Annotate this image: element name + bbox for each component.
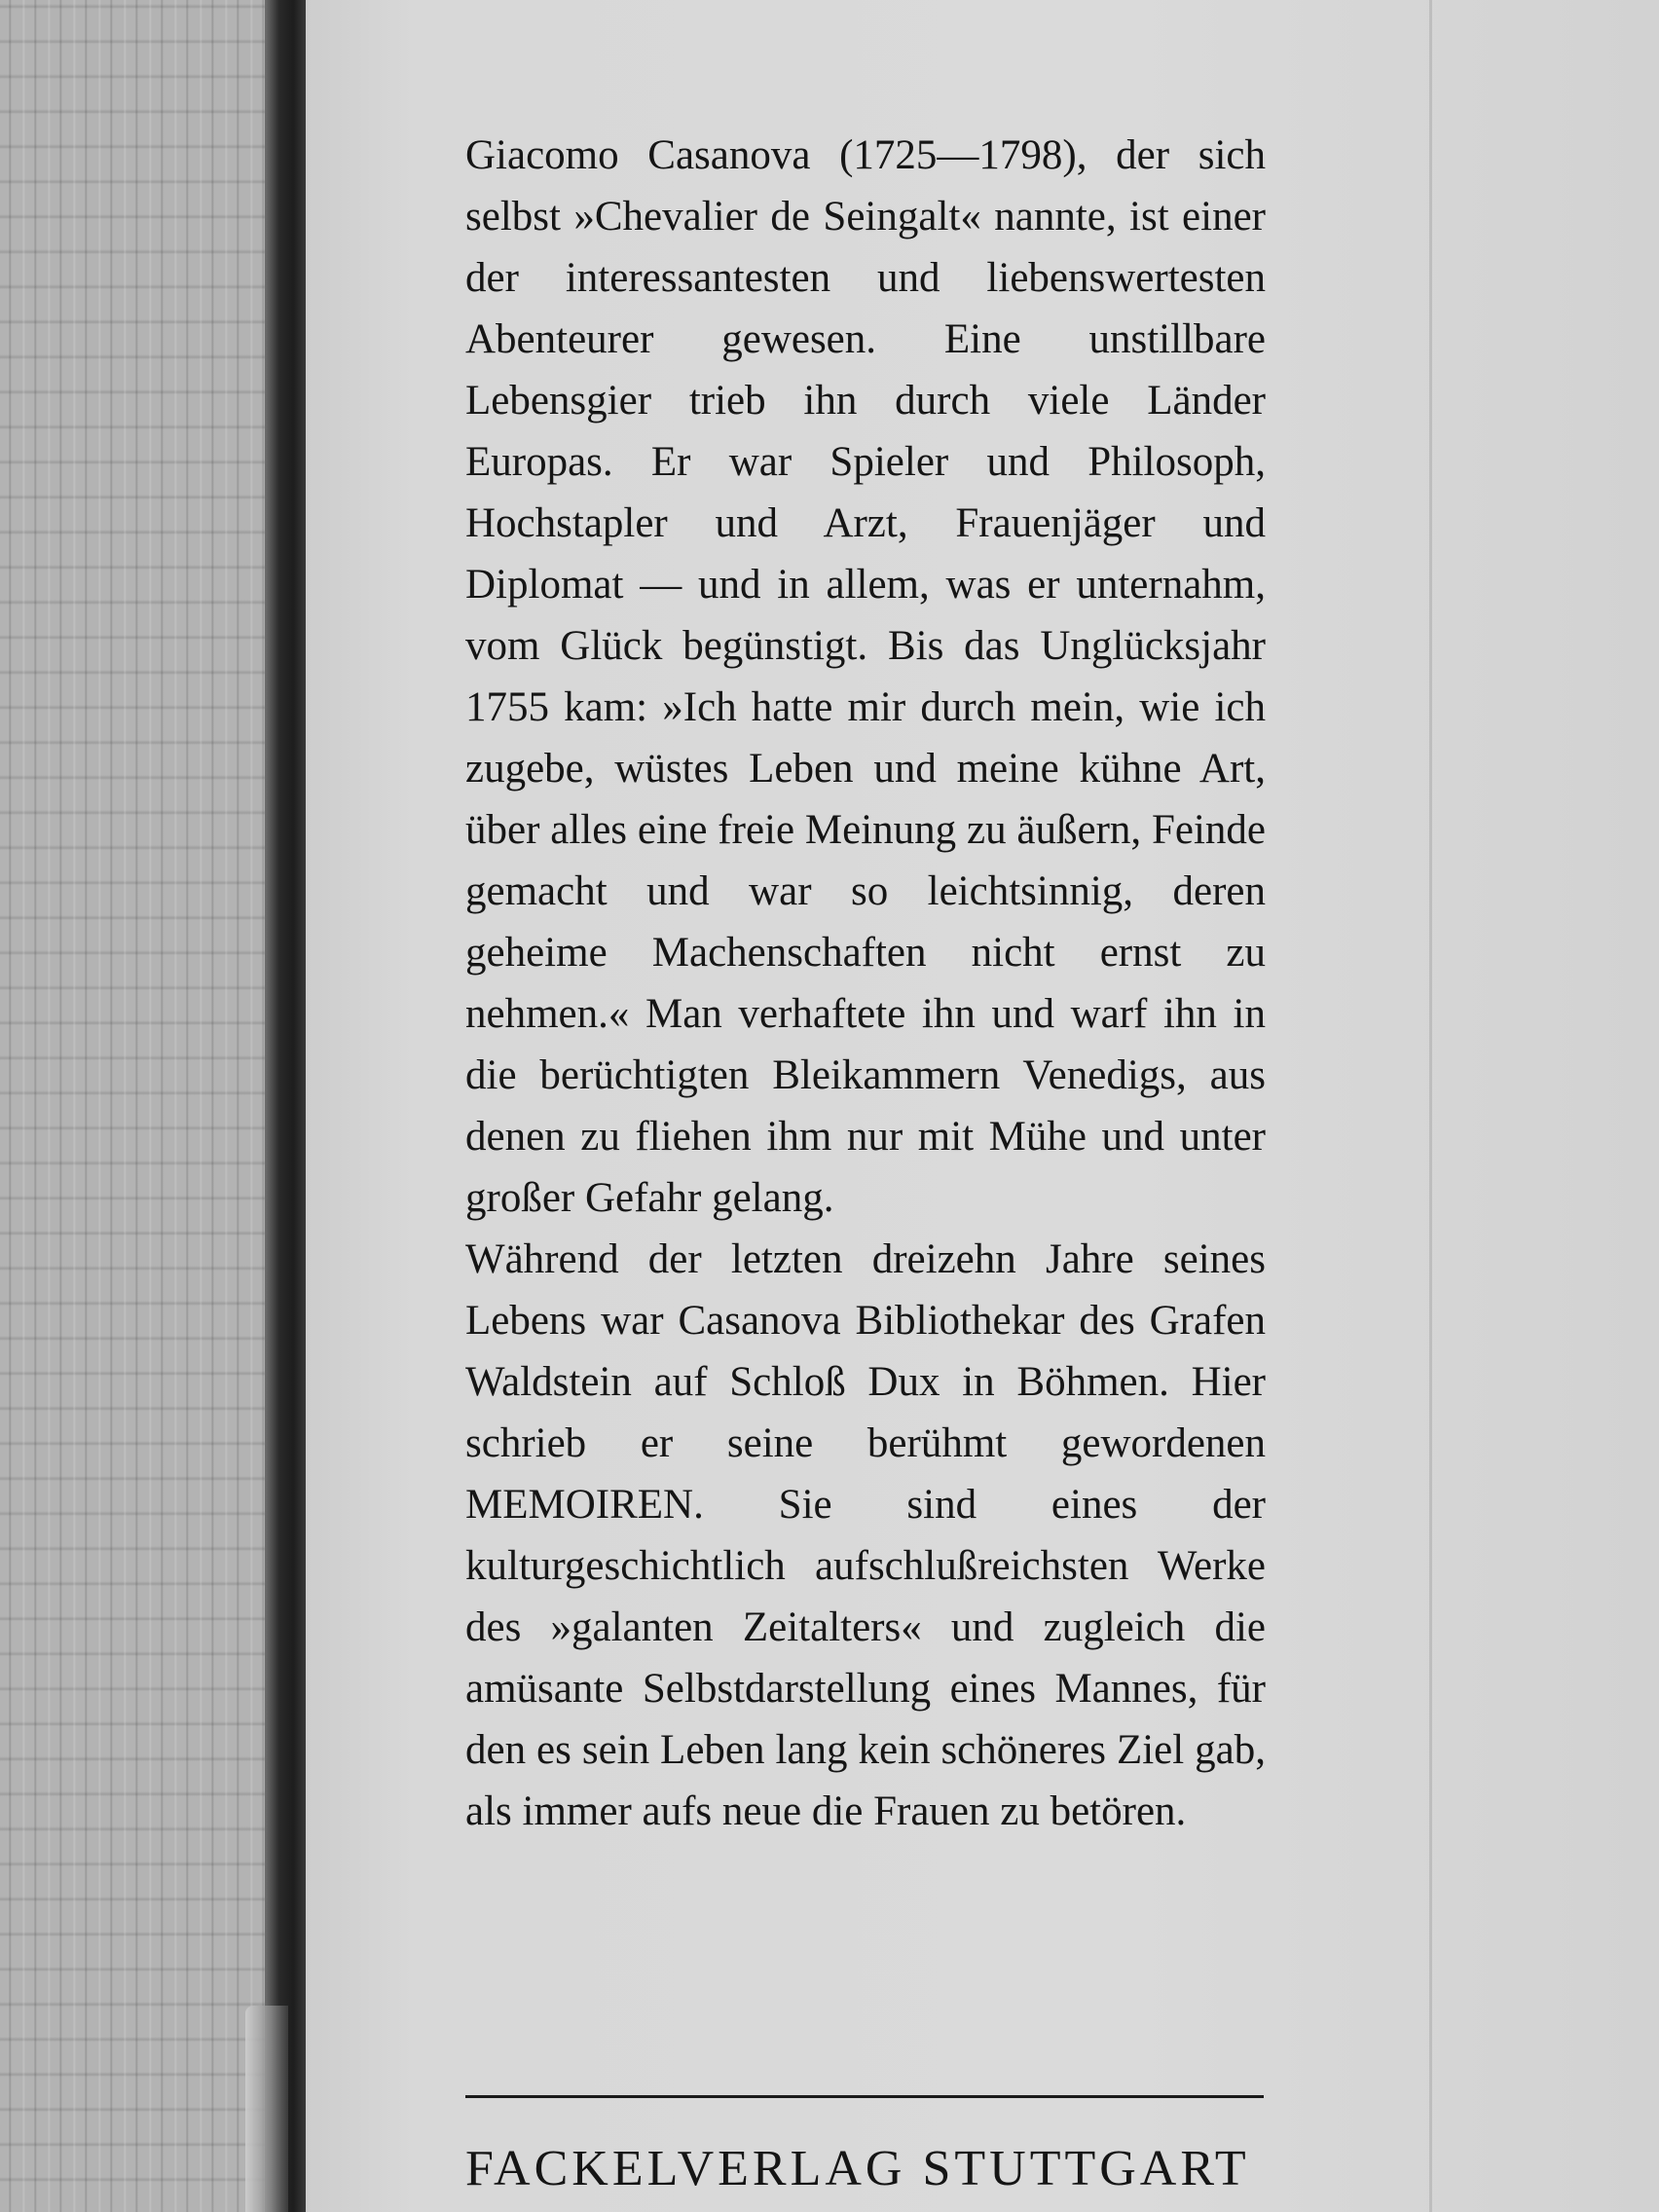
background-fabric: [0, 0, 277, 2212]
blurb-paragraph-1: Giacomo Casanova (1725—1798), der sich selbst »Chevalier de Seingalt« nannte, ist einer der interessantesten und liebenswertesten Abenteurer gewesen. Eine unstillbare Lebensgier trieb ihn durch viele Länder Europas. Er war Spieler und Philosoph, Hochstapler und Arzt, Frauenjäger und Diplomat — und in allem, was er unternahm, vom Glück begünstigt. Bis das Unglücksjahr 1755 kam: »Ich hatte mir durch mein, wie ich zugebe, wüstes Leben und meine kühne Art, über alles eine freie Meinung zu äußern, Feinde gemacht und war so leichtsinnig, deren geheime Machenschaften nicht ernst zu nehmen.« Man verhaftete ihn und warf ihn in die berüchtigten Bleikammern Venedigs, aus denen zu fliehen ihm nur mit Mühe und unter großer Gefahr gelang.: [465, 132, 1266, 1221]
divider-rule: [465, 2095, 1264, 2098]
page-fold-line: [1429, 0, 1432, 2212]
blurb-paragraph-2: Während der letzten dreizehn Jahre seines Lebens war Casanova Bibliothekar des Grafen Waldstein auf Schloß Dux in Böhmen. Hier schrieb er seine berühmt gewordenen MEMOIREN. Sie sind eines der kulturgeschichtlich aufschlußreichsten Werke des »galanten Zeitalters« und zugleich die amüsante Selbstdarstellung eines Mannes, für den es sein Leben lang kein schöneres Ziel gab, als immer aufs neue die Frauen zu betören.: [465, 1236, 1266, 1834]
torn-spine-corner: [245, 2006, 288, 2212]
publisher-name: FACKELVERLAG STUTTGART: [465, 2141, 1250, 2196]
book-spine-edge: [265, 0, 306, 2212]
blurb-text: [465, 125, 1266, 1842]
